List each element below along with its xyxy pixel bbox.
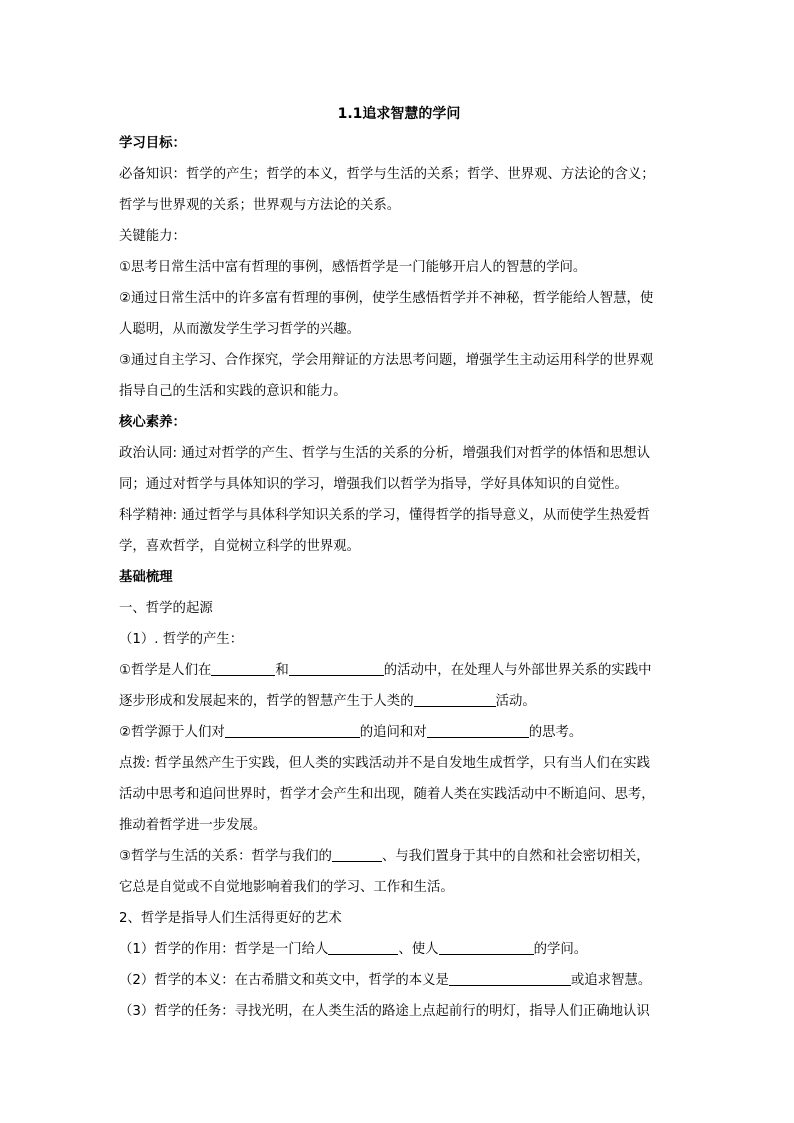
basic-review-heading: 基础梳理 [119,570,173,585]
blank-8[interactable] [439,940,534,955]
ability-3-line-2: 指导自己的生活和实践的意识和能力。 [119,384,347,399]
blank-6[interactable] [332,847,382,862]
key-ability-heading: 关键能力： [119,229,186,244]
must-know-line-1: 必备知识：哲学的产生；哲学的本义，哲学与生活的关系；哲学、世界观、方法论的含义； [119,167,655,182]
fill-in-line-1 [119,655,679,686]
text-segment: （2）哲学的本义：在古希腊文和英文中，哲学的本义是 [119,973,449,988]
section-1-1-heading: （1）. 哲学的产生： [119,632,244,647]
text-segment: 的思考。 [528,725,583,740]
text-segment: 的学问。 [533,942,588,957]
blank-7[interactable] [328,940,398,955]
text-segment: 和 [275,663,289,678]
text-segment: 逐步形成和发展起来的，哲学的智慧产生于人类的 [119,694,414,709]
fill-in-line-3 [119,717,679,748]
blank-3[interactable] [414,692,496,707]
fill-in-line-4 [119,841,679,872]
text-segment: 的活动中，在处理人与外部世界关系的实践中 [383,663,652,678]
text-segment: （1）哲学的作用：哲学是一门给人 [119,942,329,957]
page-title: 1.1追求智慧的学问 [337,106,461,122]
tip-line-2: 活动中思考和追问世界时，哲学才会产生和出现，随着人类在实践活动中不断追问、思考， [119,787,655,802]
text-segment: ②哲学源于人们对 [119,725,225,740]
document-page [119,100,679,1027]
ability-2-line-2: 人聪明，从而激发学生学习哲学的兴趣。 [119,322,361,337]
text-segment: 活动。 [495,694,536,709]
ability-2-line-1: ②通过日常生活中的许多富有哲理的事例，使学生感悟哲学并不神秘，哲学能给人智慧，使 [119,291,654,306]
tip-line-3: 推动着哲学进一步发展。 [119,818,267,833]
fill-in-line-2 [119,686,679,717]
core-2-line-2: 学，喜欢哲学，自觉树立科学的世界观。 [119,539,361,554]
blank-9[interactable] [449,971,571,986]
blank-4[interactable] [225,723,360,738]
ability-3-line-1: ③通过自主学习、合作探究，学会用辩证的方法思考问题，增强学生主动运用科学的世界观 [119,353,654,368]
core-2-line-1: 科学精神: 通过哲学与具体科学知识关系的学习，懂得哲学的指导意义，从而使学生热爱哲 [119,508,650,523]
fill-in-line-5 [119,934,679,965]
core-1-line-1: 政治认同: 通过对哲学的产生、哲学与生活的关系的分析，增强我们对哲学的体悟和思想认 [119,446,650,461]
blank-1[interactable] [211,661,275,676]
text-segment: 、与我们置身于其中的自然和社会密切相关， [381,849,650,864]
fill-in-line-6 [119,965,679,996]
blank-5[interactable] [427,723,529,738]
core-literacy-heading: 核心素养： [119,415,186,430]
tip-line-1: 点拨: 哲学虽然产生于实践，但人类的实践活动并不是自发地生成哲学，只有当人们在实践 [119,756,650,771]
text-segment: 的追问和对 [359,725,427,740]
learning-goals-heading: 学习目标： [119,136,186,151]
must-know-line-2: 哲学与世界观的关系；世界观与方法论的关系。 [119,198,401,213]
relation-line-2: 它总是自觉或不自觉地影响着我们的学习、工作和生活。 [119,880,454,895]
section-1-heading: 一、哲学的起源 [119,601,213,616]
text-segment: 或追求智慧。 [570,973,652,988]
text-segment: 、使人 [398,942,439,957]
task-line: （3）哲学的任务：寻找光明，在人类生活的路途上点起前行的明灯，指导人们正确地认识 [119,1004,650,1019]
text-segment: ①哲学是人们在 [119,663,212,678]
text-segment: ③哲学与生活的关系：哲学与我们的 [119,849,332,864]
section-2-heading: 2、哲学是指导人们生活得更好的艺术 [119,911,342,926]
blank-2[interactable] [289,661,384,676]
core-1-line-2: 同；通过对哲学与具体知识的学习，增强我们以哲学为指导，学好具体知识的自觉性。 [119,477,628,492]
ability-1: ①思考日常生活中富有哲理的事例，感悟哲学是一门能够开启人的智慧的学问。 [119,260,587,275]
